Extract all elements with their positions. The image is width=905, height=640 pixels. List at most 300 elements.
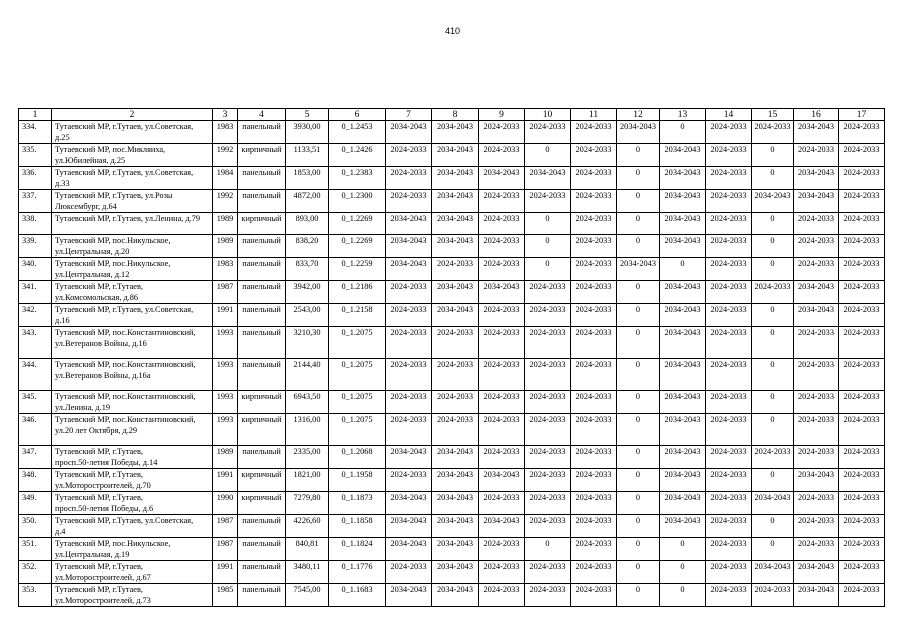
table-row — [19, 584, 885, 607]
period-cell: 2024-2033 — [479, 414, 525, 446]
address-cell: Тутаевский МР, г.Тутаев, ул.Ленина, д.79 — [52, 213, 213, 235]
row-number-cell: 350. — [19, 515, 52, 538]
year-cell: 1989 — [213, 213, 238, 235]
period-cell: 2024-2033 — [839, 235, 885, 258]
column-header: 13 — [660, 109, 706, 121]
year-cell: 1993 — [213, 327, 238, 359]
period-cell: 0 — [752, 515, 794, 538]
period-cell: 2024-2033 — [525, 391, 571, 414]
period-cell: 0 — [752, 167, 794, 190]
wall-material-cell: панельный — [238, 190, 286, 213]
column-header: 17 — [839, 109, 885, 121]
period-cell: 2024-2033 — [479, 121, 525, 144]
period-cell: 0 — [617, 469, 660, 492]
period-cell: 2024-2033 — [839, 515, 885, 538]
row-number-cell: 340. — [19, 258, 52, 281]
table-row — [19, 359, 885, 391]
wall-material-cell: панельный — [238, 258, 286, 281]
period-cell: 0 — [752, 304, 794, 327]
year-cell: 1993 — [213, 414, 238, 446]
period-cell: 0 — [660, 561, 706, 584]
index-cell: 0_1.2300 — [329, 190, 386, 213]
period-cell: 2034-2043 — [660, 469, 706, 492]
row-number-cell: 352. — [19, 561, 52, 584]
period-cell: 2024-2033 — [432, 359, 479, 391]
period-cell: 2034-2043 — [617, 258, 660, 281]
period-cell: 2024-2033 — [706, 144, 752, 167]
period-cell: 2024-2033 — [839, 414, 885, 446]
row-number-cell: 336. — [19, 167, 52, 190]
index-cell: 0_1.1858 — [329, 515, 386, 538]
index-cell: 0_1.2075 — [329, 327, 386, 359]
period-cell: 2024-2033 — [706, 121, 752, 144]
address-cell: Тутаевский МР, пос.Константиновский, ул.Ленина, д.19 — [52, 391, 213, 414]
period-cell: 2024-2033 — [479, 304, 525, 327]
period-cell: 0 — [617, 515, 660, 538]
area-cell: 4872,00 — [286, 190, 329, 213]
year-cell: 1987 — [213, 538, 238, 561]
period-cell: 0 — [752, 391, 794, 414]
year-cell: 1993 — [213, 359, 238, 391]
period-cell: 2024-2033 — [571, 167, 617, 190]
period-cell: 0 — [617, 167, 660, 190]
period-cell: 2034-2043 — [660, 492, 706, 515]
wall-material-cell: панельный — [238, 281, 286, 304]
address-cell: Тутаевский МР, г.Тутаев, просп.50-летия Победы, д.6 — [52, 492, 213, 515]
period-cell: 0 — [752, 538, 794, 561]
column-header: 8 — [432, 109, 479, 121]
period-cell: 2024-2033 — [839, 492, 885, 515]
period-cell: 2024-2033 — [386, 469, 432, 492]
address-cell: Тутаевский МР, пос.Никульское, ул.Центральная, д.20 — [52, 235, 213, 258]
period-cell: 2034-2043 — [660, 391, 706, 414]
period-cell: 2034-2043 — [386, 538, 432, 561]
index-cell: 0_1.2383 — [329, 167, 386, 190]
period-cell: 2024-2033 — [479, 213, 525, 235]
period-cell: 2024-2033 — [571, 190, 617, 213]
period-cell: 2034-2043 — [794, 469, 839, 492]
row-number-cell: 346. — [19, 414, 52, 446]
wall-material-cell: кирпичный — [238, 492, 286, 515]
period-cell: 0 — [525, 258, 571, 281]
period-cell: 0 — [752, 359, 794, 391]
area-cell: 840,81 — [286, 538, 329, 561]
period-cell: 2034-2043 — [660, 327, 706, 359]
row-number-cell: 353. — [19, 584, 52, 607]
period-cell: 2024-2033 — [794, 235, 839, 258]
period-cell: 2034-2043 — [660, 281, 706, 304]
period-cell: 2024-2033 — [571, 235, 617, 258]
address-cell: Тутаевский МР, г.Тутаев, ул.Моторостроителей, д.67 — [52, 561, 213, 584]
period-cell: 2024-2033 — [386, 304, 432, 327]
period-cell: 2034-2043 — [432, 469, 479, 492]
year-cell: 1991 — [213, 561, 238, 584]
period-cell: 2024-2033 — [432, 327, 479, 359]
period-cell: 0 — [752, 414, 794, 446]
period-cell: 2024-2033 — [752, 281, 794, 304]
row-number-cell: 342. — [19, 304, 52, 327]
year-cell: 1992 — [213, 190, 238, 213]
period-cell: 2024-2033 — [386, 359, 432, 391]
address-cell: Тутаевский МР, пос.Никульское, ул.Центральная, д.12 — [52, 258, 213, 281]
period-cell: 2024-2033 — [706, 538, 752, 561]
period-cell: 0 — [617, 391, 660, 414]
period-cell: 0 — [660, 258, 706, 281]
period-cell: 2024-2033 — [571, 446, 617, 469]
address-cell: Тутаевский МР, г.Тутаев, просп.50-летия Победы, д.14 — [52, 446, 213, 469]
period-cell: 2034-2043 — [660, 190, 706, 213]
period-cell: 2024-2033 — [706, 258, 752, 281]
period-cell: 0 — [525, 235, 571, 258]
wall-material-cell: панельный — [238, 359, 286, 391]
period-cell: 2024-2033 — [794, 446, 839, 469]
column-header: 16 — [794, 109, 839, 121]
wall-material-cell: панельный — [238, 538, 286, 561]
period-cell: 2024-2033 — [706, 190, 752, 213]
period-cell: 2024-2033 — [839, 304, 885, 327]
index-cell: 0_1.1958 — [329, 469, 386, 492]
area-cell: 7545,00 — [286, 584, 329, 607]
period-cell: 2024-2033 — [525, 446, 571, 469]
address-cell: Тутаевский МР, пос.Константиновский, ул.Ветеранов Войны, д.16а — [52, 359, 213, 391]
period-cell: 2024-2033 — [706, 414, 752, 446]
period-cell: 2034-2043 — [432, 304, 479, 327]
period-cell: 0 — [617, 359, 660, 391]
area-cell: 7279,80 — [286, 492, 329, 515]
period-cell: 2034-2043 — [794, 167, 839, 190]
table-row — [19, 281, 885, 304]
period-cell: 2034-2043 — [432, 538, 479, 561]
period-cell: 2024-2033 — [706, 492, 752, 515]
period-cell: 2024-2033 — [525, 190, 571, 213]
period-cell: 2024-2033 — [479, 144, 525, 167]
table-row — [19, 414, 885, 446]
area-cell: 1821,00 — [286, 469, 329, 492]
period-cell: 2034-2043 — [432, 561, 479, 584]
column-header: 6 — [329, 109, 386, 121]
index-cell: 0_1.2186 — [329, 281, 386, 304]
address-cell: Тутаевский МР, пос.Константиновский, ул.20 лет Октября, д.29 — [52, 414, 213, 446]
period-cell: 2034-2043 — [794, 584, 839, 607]
period-cell: 2024-2033 — [571, 304, 617, 327]
period-cell: 2024-2033 — [525, 515, 571, 538]
period-cell: 2024-2033 — [525, 304, 571, 327]
row-number-cell: 347. — [19, 446, 52, 469]
period-cell: 2034-2043 — [432, 167, 479, 190]
period-cell: 0 — [752, 258, 794, 281]
period-cell: 2034-2043 — [386, 235, 432, 258]
address-cell: Тутаевский МР, г.Тутаев, ул.Моторостроителей, д.73 — [52, 584, 213, 607]
address-cell: Тутаевский МР, пос.Никульское, ул.Центральная, д.19 — [52, 538, 213, 561]
wall-material-cell: панельный — [238, 327, 286, 359]
column-header: 2 — [52, 109, 213, 121]
column-header: 3 — [213, 109, 238, 121]
column-header: 14 — [706, 109, 752, 121]
column-header: 12 — [617, 109, 660, 121]
wall-material-cell: кирпичный — [238, 144, 286, 167]
period-cell: 2024-2033 — [839, 190, 885, 213]
year-cell: 1992 — [213, 144, 238, 167]
wall-material-cell: панельный — [238, 561, 286, 584]
period-cell: 2024-2033 — [386, 561, 432, 584]
column-header: 11 — [571, 109, 617, 121]
period-cell: 0 — [752, 235, 794, 258]
wall-material-cell: кирпичный — [238, 414, 286, 446]
area-cell: 3942,00 — [286, 281, 329, 304]
wall-material-cell: панельный — [238, 235, 286, 258]
period-cell: 2034-2043 — [794, 561, 839, 584]
row-number-cell: 341. — [19, 281, 52, 304]
period-cell: 2024-2033 — [571, 492, 617, 515]
period-cell: 2024-2033 — [794, 258, 839, 281]
page-number: 410 — [444, 26, 461, 36]
row-number-cell: 351. — [19, 538, 52, 561]
period-cell: 2024-2033 — [479, 391, 525, 414]
period-cell: 2024-2033 — [706, 446, 752, 469]
period-cell: 2034-2043 — [432, 281, 479, 304]
area-cell: 2144,40 — [286, 359, 329, 391]
year-cell: 1987 — [213, 281, 238, 304]
wall-material-cell: панельный — [238, 121, 286, 144]
address-cell: Тутаевский МР, г.Тутаев, ул.Советская, д.33 — [52, 167, 213, 190]
period-cell: 2034-2043 — [479, 469, 525, 492]
period-cell: 2024-2033 — [386, 391, 432, 414]
area-cell: 4226,60 — [286, 515, 329, 538]
period-cell: 0 — [617, 281, 660, 304]
period-cell: 2024-2033 — [839, 167, 885, 190]
period-cell: 2024-2033 — [794, 327, 839, 359]
period-cell: 2024-2033 — [525, 584, 571, 607]
wall-material-cell: панельный — [238, 584, 286, 607]
period-cell: 2024-2033 — [706, 359, 752, 391]
period-cell: 2024-2033 — [571, 414, 617, 446]
index-cell: 0_1.2075 — [329, 414, 386, 446]
period-cell: 2024-2033 — [525, 121, 571, 144]
table-row — [19, 121, 885, 144]
area-cell: 1133,51 — [286, 144, 329, 167]
period-cell: 2024-2033 — [525, 469, 571, 492]
table-row — [19, 469, 885, 492]
period-cell: 2024-2033 — [794, 515, 839, 538]
row-number-cell: 348. — [19, 469, 52, 492]
period-cell: 2024-2033 — [839, 561, 885, 584]
area-cell: 893,00 — [286, 213, 329, 235]
address-cell: Тутаевский МР, г.Тутаев, ул.Советская, д.4 — [52, 515, 213, 538]
period-cell: 2034-2043 — [432, 446, 479, 469]
table-row — [19, 167, 885, 190]
period-cell: 2034-2043 — [386, 492, 432, 515]
period-cell: 2034-2043 — [479, 167, 525, 190]
column-header: 15 — [752, 109, 794, 121]
period-cell: 2034-2043 — [752, 492, 794, 515]
period-cell: 2034-2043 — [432, 121, 479, 144]
period-cell: 2034-2043 — [386, 446, 432, 469]
table-row — [19, 492, 885, 515]
period-cell: 2024-2033 — [706, 327, 752, 359]
period-cell: 2024-2033 — [386, 414, 432, 446]
wall-material-cell: панельный — [238, 446, 286, 469]
area-cell: 3210,30 — [286, 327, 329, 359]
period-cell: 2034-2043 — [525, 167, 571, 190]
period-cell: 2034-2043 — [386, 258, 432, 281]
table-row — [19, 561, 885, 584]
period-cell: 0 — [752, 213, 794, 235]
period-cell: 2034-2043 — [660, 414, 706, 446]
period-cell: 2024-2033 — [386, 167, 432, 190]
table-body — [19, 121, 885, 607]
index-cell: 0_1.1776 — [329, 561, 386, 584]
period-cell: 0 — [617, 584, 660, 607]
row-number-cell: 335. — [19, 144, 52, 167]
period-cell: 2024-2033 — [571, 391, 617, 414]
address-cell: Тутаевский МР, г.Тутаев, ул.Советская, д.25 — [52, 121, 213, 144]
period-cell: 2034-2043 — [660, 235, 706, 258]
period-cell: 2024-2033 — [571, 258, 617, 281]
table-row — [19, 190, 885, 213]
period-cell: 2034-2043 — [752, 561, 794, 584]
period-cell: 2034-2043 — [660, 446, 706, 469]
index-cell: 0_1.1824 — [329, 538, 386, 561]
index-cell: 0_1.2426 — [329, 144, 386, 167]
period-cell: 2024-2033 — [706, 561, 752, 584]
period-cell: 0 — [617, 327, 660, 359]
period-cell: 2024-2033 — [571, 144, 617, 167]
period-cell: 2024-2033 — [752, 584, 794, 607]
table-row — [19, 235, 885, 258]
area-cell: 3480,11 — [286, 561, 329, 584]
period-cell: 0 — [660, 121, 706, 144]
year-cell: 1989 — [213, 235, 238, 258]
period-cell: 0 — [617, 561, 660, 584]
period-cell: 2034-2043 — [432, 190, 479, 213]
year-cell: 1993 — [213, 391, 238, 414]
table-row — [19, 515, 885, 538]
period-cell: 2034-2043 — [479, 515, 525, 538]
index-cell: 0_1.2269 — [329, 235, 386, 258]
index-cell: 0_1.2453 — [329, 121, 386, 144]
index-cell: 0_1.2075 — [329, 391, 386, 414]
year-cell: 1983 — [213, 121, 238, 144]
period-cell: 2024-2033 — [525, 492, 571, 515]
year-cell: 1991 — [213, 304, 238, 327]
period-cell: 2024-2033 — [432, 258, 479, 281]
period-cell: 2024-2033 — [706, 469, 752, 492]
table-row — [19, 446, 885, 469]
table-row — [19, 144, 885, 167]
period-cell: 2034-2043 — [479, 281, 525, 304]
period-cell: 2024-2033 — [525, 327, 571, 359]
index-cell: 0_1.1683 — [329, 584, 386, 607]
year-cell: 1985 — [213, 584, 238, 607]
period-cell: 2024-2033 — [479, 190, 525, 213]
period-cell: 2034-2043 — [660, 167, 706, 190]
period-cell: 2024-2033 — [571, 359, 617, 391]
period-cell: 2024-2033 — [706, 391, 752, 414]
period-cell: 0 — [525, 144, 571, 167]
period-cell: 2024-2033 — [794, 414, 839, 446]
period-cell: 2034-2043 — [794, 121, 839, 144]
period-cell: 0 — [617, 446, 660, 469]
period-cell: 2024-2033 — [479, 584, 525, 607]
row-number-cell: 344. — [19, 359, 52, 391]
address-cell: Тутаевский МР, пос.Константиновский, ул.Ветеранов Войны, д.16 — [52, 327, 213, 359]
period-cell: 0 — [617, 190, 660, 213]
period-cell: 2034-2043 — [386, 515, 432, 538]
period-cell: 2024-2033 — [571, 213, 617, 235]
period-cell: 2024-2033 — [479, 235, 525, 258]
period-cell: 2034-2043 — [660, 515, 706, 538]
data-table — [18, 108, 885, 607]
period-cell: 2034-2043 — [432, 515, 479, 538]
period-cell: 2024-2033 — [706, 281, 752, 304]
area-cell: 838,20 — [286, 235, 329, 258]
period-cell: 2024-2033 — [706, 213, 752, 235]
period-cell: 2024-2033 — [752, 121, 794, 144]
period-cell: 2024-2033 — [794, 391, 839, 414]
table-row — [19, 391, 885, 414]
address-cell: Тутаевский МР, г.Тутаев, ул.Моторостроителей, д.70 — [52, 469, 213, 492]
period-cell: 2034-2043 — [794, 304, 839, 327]
period-cell: 2024-2033 — [386, 190, 432, 213]
period-cell: 0 — [525, 538, 571, 561]
column-header: 9 — [479, 109, 525, 121]
period-cell: 2034-2043 — [794, 190, 839, 213]
year-cell: 1991 — [213, 469, 238, 492]
table-row — [19, 538, 885, 561]
period-cell: 2024-2033 — [839, 469, 885, 492]
period-cell: 2024-2033 — [752, 446, 794, 469]
period-cell: 2034-2043 — [432, 235, 479, 258]
period-cell: 2034-2043 — [386, 121, 432, 144]
wall-material-cell: кирпичный — [238, 391, 286, 414]
year-cell: 1989 — [213, 446, 238, 469]
period-cell: 2034-2043 — [432, 492, 479, 515]
period-cell: 2024-2033 — [479, 359, 525, 391]
period-cell: 2024-2033 — [479, 446, 525, 469]
table-row — [19, 213, 885, 235]
period-cell: 2024-2033 — [571, 561, 617, 584]
period-cell: 2034-2043 — [386, 213, 432, 235]
year-cell: 1987 — [213, 515, 238, 538]
period-cell: 2034-2043 — [752, 190, 794, 213]
index-cell: 0_1.2158 — [329, 304, 386, 327]
period-cell: 0 — [752, 144, 794, 167]
period-cell: 2024-2033 — [525, 414, 571, 446]
period-cell: 2024-2033 — [571, 121, 617, 144]
period-cell: 0 — [617, 304, 660, 327]
column-header: 7 — [386, 109, 432, 121]
period-cell: 0 — [617, 144, 660, 167]
period-cell: 2034-2043 — [794, 281, 839, 304]
period-cell: 2024-2033 — [839, 391, 885, 414]
row-number-cell: 338. — [19, 213, 52, 235]
period-cell: 2024-2033 — [839, 446, 885, 469]
index-cell: 0_1.2068 — [329, 446, 386, 469]
period-cell: 2024-2033 — [432, 414, 479, 446]
period-cell: 2024-2033 — [794, 144, 839, 167]
period-cell: 2024-2033 — [839, 281, 885, 304]
row-number-cell: 349. — [19, 492, 52, 515]
period-cell: 2024-2033 — [571, 515, 617, 538]
index-cell: 0_1.2259 — [329, 258, 386, 281]
table-header-row — [19, 109, 885, 121]
period-cell: 2024-2033 — [432, 391, 479, 414]
period-cell: 2024-2033 — [794, 213, 839, 235]
address-cell: Тутаевский МР, г.Тутаев, ул.Советская, д.16 — [52, 304, 213, 327]
period-cell: 2024-2033 — [386, 281, 432, 304]
period-cell: 0 — [617, 538, 660, 561]
period-cell: 0 — [525, 213, 571, 235]
